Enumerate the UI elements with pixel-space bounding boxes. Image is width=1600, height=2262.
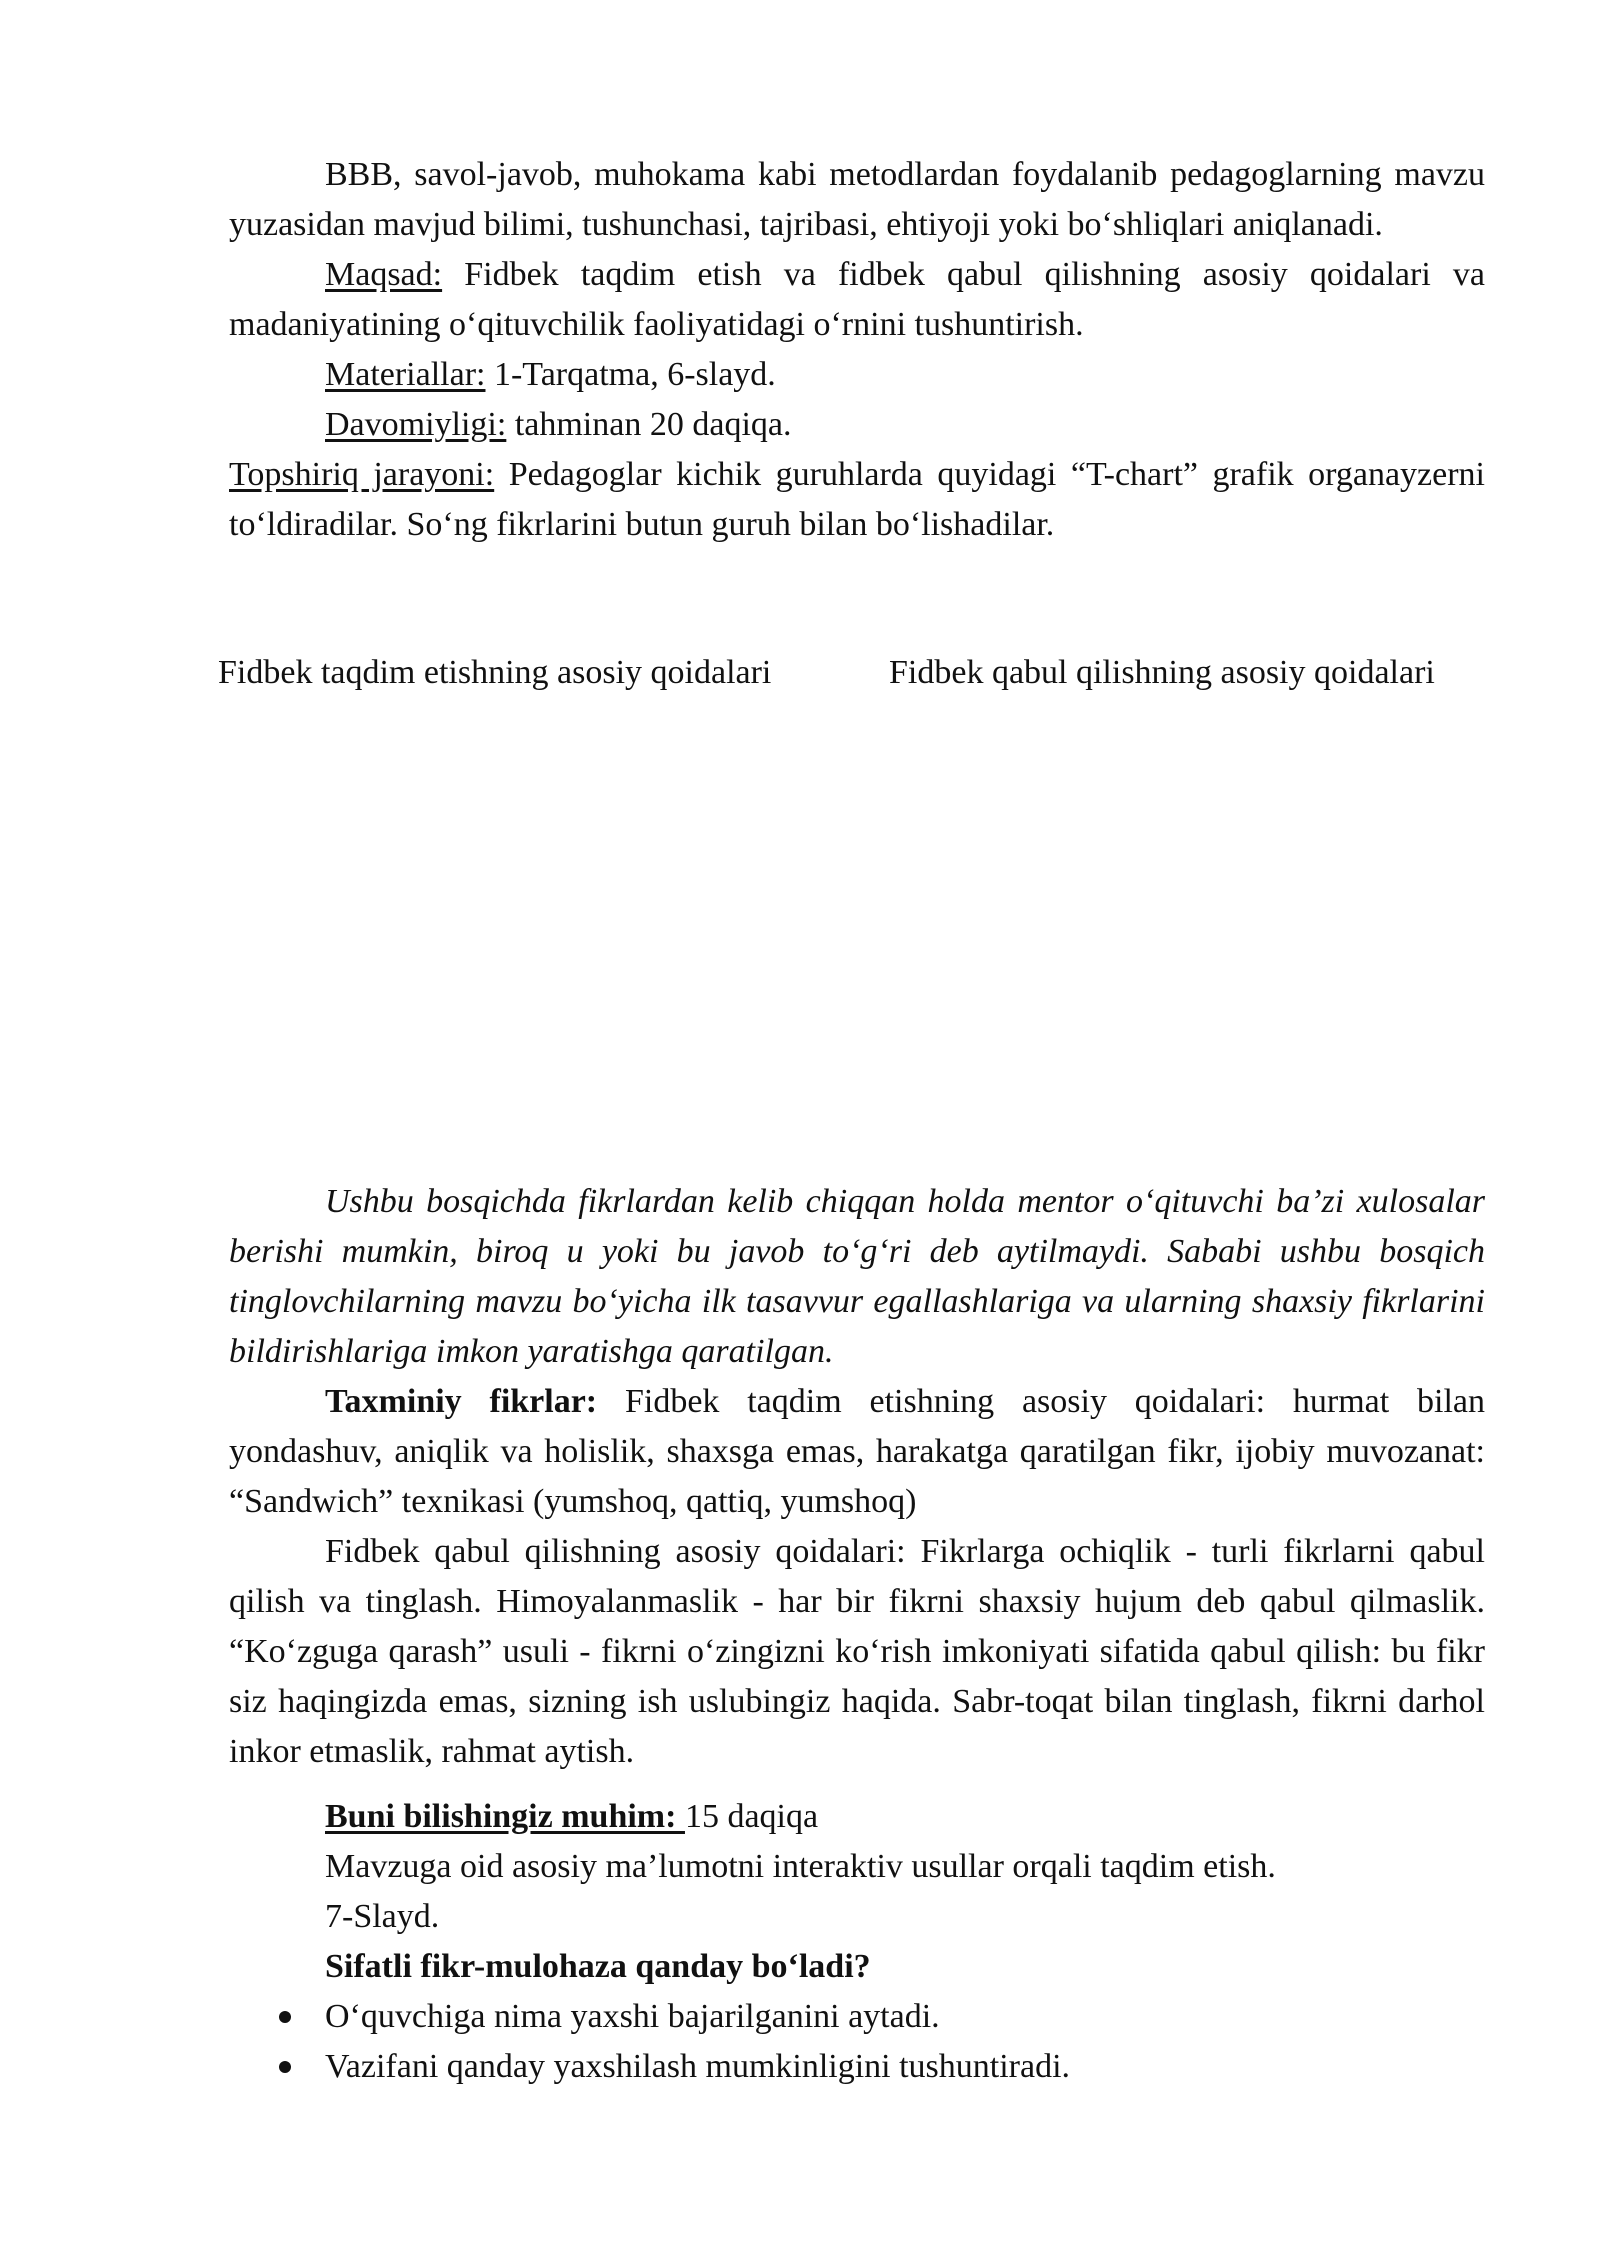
list-item	[325, 2042, 1485, 2092]
muhim-section	[325, 1792, 1485, 2092]
t-chart-left-header: Fidbek taqdim etishning asosiy qoidalari	[218, 654, 772, 691]
maqsad-text: Fidbek taqdim etish va fidbek qabul qilishning asosiy qoidalari va madaniyatining o‘qituvchilik faoliyatidagi o‘rnini tushuntirish.	[229, 256, 1485, 343]
taxminiy-text: Fidbek taqdim etishning asosiy qoidalari: hurmat bilan yondashuv, aniqlik va holislik, shaxsga emas, harakatga qaratilgan fikr, ijobiy muvozanat: “Sandwich” texnikasi (yumshoq, qattiq, yumshoq)	[229, 1383, 1485, 1520]
muhim-line1: Mavzuga oid asosiy ma’lumotni interaktiv usullar orqali taqdim etish.	[325, 1848, 1276, 1885]
davomiyligi-label: Davomiyligi:	[325, 406, 507, 443]
t-chart-right-header: Fidbek qabul qilishning asosiy qoidalari	[889, 654, 1435, 691]
intro-paragraph: BBB, savol-javob, muhokama kabi metodlardan foydalanib pedagoglarning mavzu yuzasidan mavjud bilimi, tushunchasi, tajribasi, ehtiyoji yoki bo‘shliqlari aniqlanadi.	[229, 156, 1485, 243]
muhim-bullet-list	[325, 1992, 1485, 2092]
bullet-dot-icon	[279, 2011, 291, 2023]
muhim-line2: 7-Slayd.	[325, 1898, 440, 1935]
materiallar-label: Materiallar:	[325, 356, 486, 393]
muhim-heading: Sifatli fikr-mulohaza qanday bo‘ladi?	[325, 1948, 871, 1985]
davomiyligi-paragraph	[229, 400, 1485, 450]
bullet-text: O‘quvchiga nima yaxshi bajarilganini aytadi.	[325, 1998, 940, 2035]
taxminiy-paragraph	[229, 1377, 1485, 1527]
conclusion-italic-paragraph: Ushbu bosqichda fikrlardan kelib chiqqan holda mentor o‘qituvchi ba’zi xulosalar berishi mumkin, biroq u yoki bu javob to‘g‘ri deb aytilmaydi. Sababi ushbu bosqich tinglovchilarning mavzu bo‘yicha ilk tasavvur egallashlariga va ularning shaxsiy fikrlarini bildirishlariga imkon yaratishga qaratilgan.	[229, 1183, 1485, 1370]
bullet-dot-icon	[279, 2061, 291, 2073]
topshiriq-paragraph	[229, 450, 1485, 550]
taxminiy-label: Taxminiy fikrlar:	[325, 1383, 598, 1420]
davomiyligi-text: tahminan 20 daqiqa.	[506, 406, 792, 443]
conclusion-section	[229, 1177, 1485, 1777]
t-chart	[0, 648, 1600, 698]
intro-section	[229, 150, 1485, 550]
maqsad-paragraph	[229, 250, 1485, 350]
topshiriq-label: Topshiriq jarayoni:	[229, 456, 495, 493]
maqsad-label: Maqsad:	[325, 256, 443, 293]
topshiriq-text: Pedagoglar kichik guruhlarda quyidagi “T-chart” grafik organayzerni to‘ldiradilar. So‘ng fikrlarini butun guruh bilan bo‘lishadilar.	[229, 456, 1485, 543]
list-item	[325, 1992, 1485, 2042]
materiallar-text: 1-Tarqatma, 6-slayd.	[485, 356, 776, 393]
muhim-duration: 15 daqiqa	[684, 1798, 819, 1835]
muhim-label: Buni bilishingiz muhim:	[325, 1798, 685, 1835]
bullet-text: Vazifani qanday yaxshilash mumkinligini tushuntiradi.	[325, 2048, 1071, 2085]
qabul-paragraph: Fidbek qabul qilishning asosiy qoidalari: Fikrlarga ochiqlik - turli fikrlarni qabul qilish va tinglash. Himoyalanmaslik - har bir fikrni shaxsiy hujum deb qabul qilmaslik. “Ko‘zguga qarash” usuli - fikrni o‘zingizni ko‘rish imkoniyati sifatida qabul qilish: bu fikr siz haqingizda emas, sizning ish uslubingiz haqida. Sabr-toqat bilan tinglash, fikrni darhol inkor etmaslik, rahmat aytish.	[229, 1533, 1485, 1770]
materiallar-paragraph	[229, 350, 1485, 400]
muhim-title-line	[325, 1792, 1485, 1842]
